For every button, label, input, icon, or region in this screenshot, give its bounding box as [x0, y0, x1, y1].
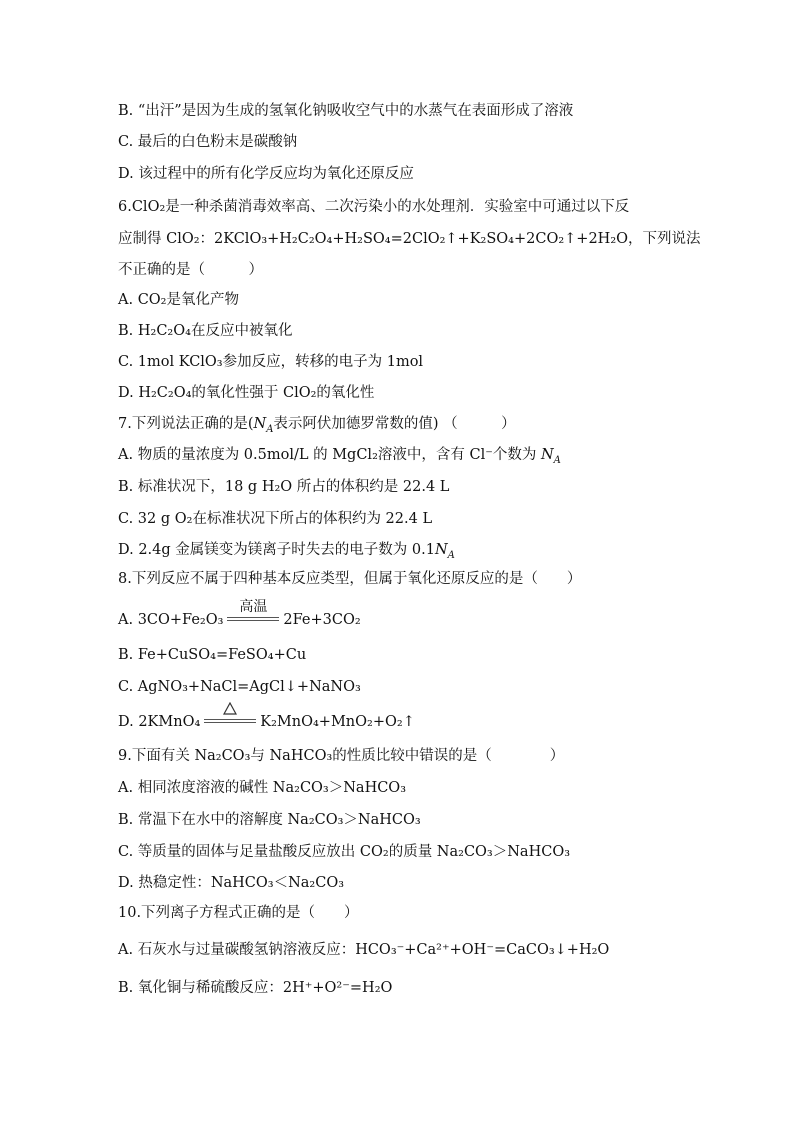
option-8d-products: K₂MnO₄+MnO₂+O₂↑ [260, 714, 415, 730]
question-8-stem: 8.下列反应不属于四种基本反应类型，但属于氧化还原反应的是（ ） [118, 571, 582, 587]
option-10a: A. 石灰水与过量碳酸氢钠溶液反应：HCO₃⁻+Ca²⁺+OH⁻=CaCO₃↓+H₂O [118, 942, 610, 958]
question-7-stem: 7.下列说法正确的是($N_A$表示阿伏加德罗常数的值) （ ） [118, 416, 516, 435]
option-9c: C. 等质量的固体与足量盐酸反应放出 CO₂的质量 Na₂CO₃＞NaHCO₃ [118, 844, 571, 860]
condition-label: 高温 [239, 599, 268, 615]
option-7d: D. 2.4g 金属镁变为镁离子时失去的电子数为 $0.1N_A$ [118, 542, 455, 561]
question-9-stem: 9.下面有关 Na₂CO₃与 NaHCO₃的性质比较中错误的是（ ） [118, 748, 565, 764]
option-8a-reactants: A. 3CO+Fe₂O₃ [118, 612, 224, 628]
question-6-stem-line-2: 应制得 ClO₂：2KClO₃+H₂C₂O₄+H₂SO₄=2ClO₂↑+K₂SO₄+2CO₂↑+2H₂O，下列说法 [118, 231, 701, 247]
reaction-condition-high-temperature [227, 599, 279, 626]
option-5d: D. 该过程中的所有化学反应均为氧化还原反应 [118, 166, 414, 182]
option-8a-products: 2Fe+3CO₂ [283, 612, 361, 628]
option-7b: B. 标准状况下，18 g H₂O 所占的体积约是 22.4 L [118, 479, 450, 495]
option-7c: C. 32 g O₂在标准状况下所占的体积约为 22.4 L [118, 511, 433, 527]
option-8d-reactants: D. 2KMnO₄ [118, 714, 201, 730]
option-8c: C. AgNO₃+NaCl=AgCl↓+NaNO₃ [118, 679, 361, 695]
question-10-stem: 10.下列离子方程式正确的是（ ） [118, 905, 359, 921]
option-9d: D. 热稳定性：NaHCO₃＜Na₂CO₃ [118, 875, 345, 891]
option-6a: A. CO₂是氧化产物 [118, 292, 239, 308]
option-8d [118, 708, 678, 732]
option-8a [118, 599, 678, 630]
option-6b: B. H₂C₂O₄在反应中被氧化 [118, 323, 293, 339]
option-10b: B. 氧化铜与稀硫酸反应：2H⁺+O²⁻=H₂O [118, 980, 393, 996]
option-5c: C. 最后的白色粉末是碳酸钠 [118, 134, 298, 150]
option-7a: A. 物质的量浓度为 0.5mol/L 的 MgCl₂溶液中，含有 Cl⁻个数为 $N_A$ [118, 447, 561, 466]
option-9b: B. 常温下在水中的溶解度 Na₂CO₃＞NaHCO₃ [118, 812, 421, 828]
question-6-stem-line-1: 6.ClO₂是一种杀菌消毒效率高、二次污染小的水处理剂．实验室中可通过以下反 [118, 199, 630, 215]
option-6d: D. H₂C₂O₄的氧化性强于 ClO₂的氧化性 [118, 385, 375, 401]
question-6-stem-line-3: 不正确的是（ ） [118, 262, 263, 278]
option-8b: B. Fe+CuSO₄=FeSO₄+Cu [118, 647, 307, 663]
option-6c: C. 1mol KClO₃参加反应，转移的电子为 1mol [118, 354, 424, 370]
reaction-condition-heating [204, 708, 256, 728]
option-5b: B. “出汗”是因为生成的氢氧化钠吸收空气中的水蒸气在表面形成了溶液 [118, 103, 574, 119]
option-9a: A. 相同浓度溶液的碱性 Na₂CO₃＞NaHCO₃ [118, 780, 407, 796]
